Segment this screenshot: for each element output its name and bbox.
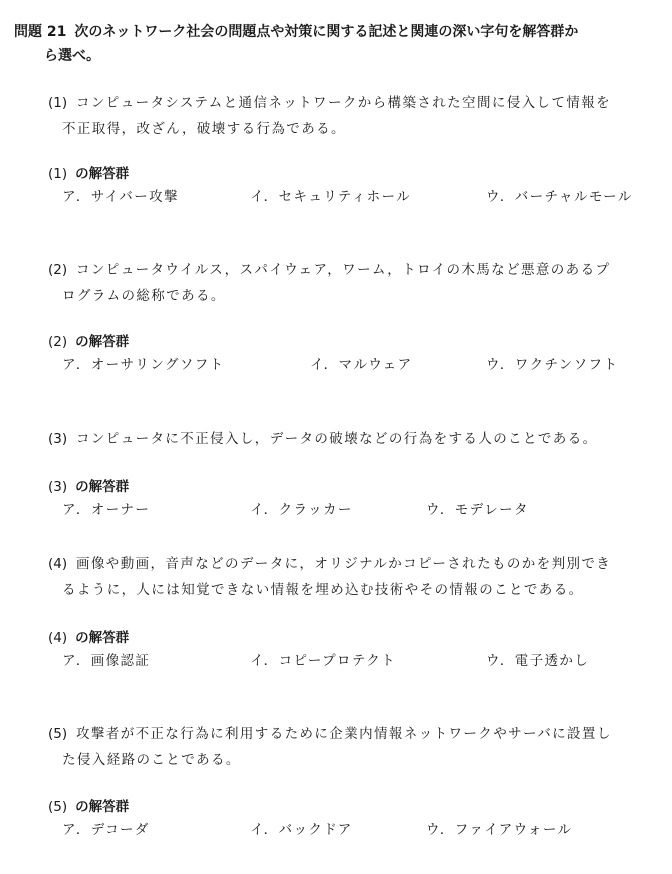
answer-group-heading-5 (48, 797, 129, 817)
answer-group-heading-1 (48, 164, 129, 184)
question-number: (4) (48, 556, 68, 572)
option-i[interactable]: イ．クラッカー (250, 502, 353, 518)
question-text-line2: るように，人には知覚できない情報を埋め込む技術やその情報のことである。 (62, 582, 584, 598)
answer-group-number: (2) (48, 334, 68, 350)
answer-group-heading-4 (48, 628, 129, 648)
option-a[interactable]: ア．オーナー (62, 502, 151, 518)
question-text-line2: ログラムの総称である。 (62, 288, 226, 304)
question-number: (5) (48, 726, 68, 742)
problem-number: 問題 21 (14, 24, 67, 40)
question-text-line1: コンピュータウイルス，スパイウェア，ワーム，トロイの木馬など悪意のあるプ (76, 262, 611, 278)
question-1 (48, 90, 648, 142)
answer-options-3 (62, 499, 662, 521)
answer-options-1 (62, 186, 662, 208)
option-u[interactable]: ウ．バーチャルモール (486, 189, 633, 205)
answer-group-number: (3) (48, 479, 68, 495)
question-text-line2: た侵入経路のことである。 (62, 752, 241, 768)
question-text-line2: 不正取得，改ざん，破壊する行為である。 (62, 121, 346, 137)
question-3 (48, 426, 648, 452)
answer-group-number: (4) (48, 630, 68, 646)
answer-group-heading-2 (48, 332, 129, 352)
question-text-line1: 攻撃者が不正な行為に利用するために企業内情報ネットワークやサーバに設置し (76, 726, 612, 742)
question-number: (1) (48, 95, 68, 111)
option-i[interactable]: イ．コピープロテクト (250, 653, 397, 669)
option-i[interactable]: イ．バックドア (250, 822, 353, 838)
problem-header (14, 20, 660, 68)
answer-group-number: (1) (48, 166, 68, 182)
question-text-line1: コンピュータシステムと通信ネットワークから構築された空間に侵入して情報を (76, 95, 612, 111)
answer-options-2 (62, 354, 662, 376)
option-u[interactable]: ウ．電子透かし (486, 653, 590, 669)
option-a[interactable]: ア．デコーダ (62, 822, 150, 838)
question-4 (48, 551, 648, 603)
answer-group-label: の解答群 (75, 334, 130, 350)
option-u[interactable]: ウ．ワクチンソフト (486, 357, 619, 373)
option-a[interactable]: ア．画像認証 (62, 653, 151, 669)
question-2 (48, 257, 648, 309)
answer-group-label: の解答群 (75, 166, 130, 182)
option-i[interactable]: イ．マルウェア (310, 357, 413, 373)
problem-instruction-line2: ら選べ。 (44, 48, 100, 64)
question-number: (2) (48, 262, 68, 278)
answer-group-label: の解答群 (75, 479, 130, 495)
answer-options-4 (62, 650, 662, 672)
answer-options-5 (62, 819, 662, 841)
option-a[interactable]: ア．オーサリングソフト (62, 357, 225, 373)
answer-group-heading-3 (48, 477, 129, 497)
question-text-line1: 画像や動画，音声などのデータに，オリジナルかコピーされたものかを判別でき (76, 556, 612, 572)
option-u[interactable]: ウ．ファイアウォール (426, 822, 573, 838)
answer-group-label: の解答群 (75, 630, 130, 646)
answer-group-number: (5) (48, 799, 68, 815)
question-5 (48, 721, 648, 773)
option-a[interactable]: ア．サイバー攻撃 (62, 189, 179, 205)
answer-group-label: の解答群 (75, 799, 130, 815)
question-text-line1: コンピュータに不正侵入し，データの破壊などの行為をする人のことである。 (76, 431, 598, 447)
option-u[interactable]: ウ．モデレータ (426, 502, 529, 518)
question-number: (3) (48, 431, 68, 447)
problem-instruction-line1: 次のネットワーク社会の問題点や対策に関する記述と関連の深い字句を解答群か (74, 24, 579, 40)
option-i[interactable]: イ．セキュリティホール (250, 189, 412, 205)
